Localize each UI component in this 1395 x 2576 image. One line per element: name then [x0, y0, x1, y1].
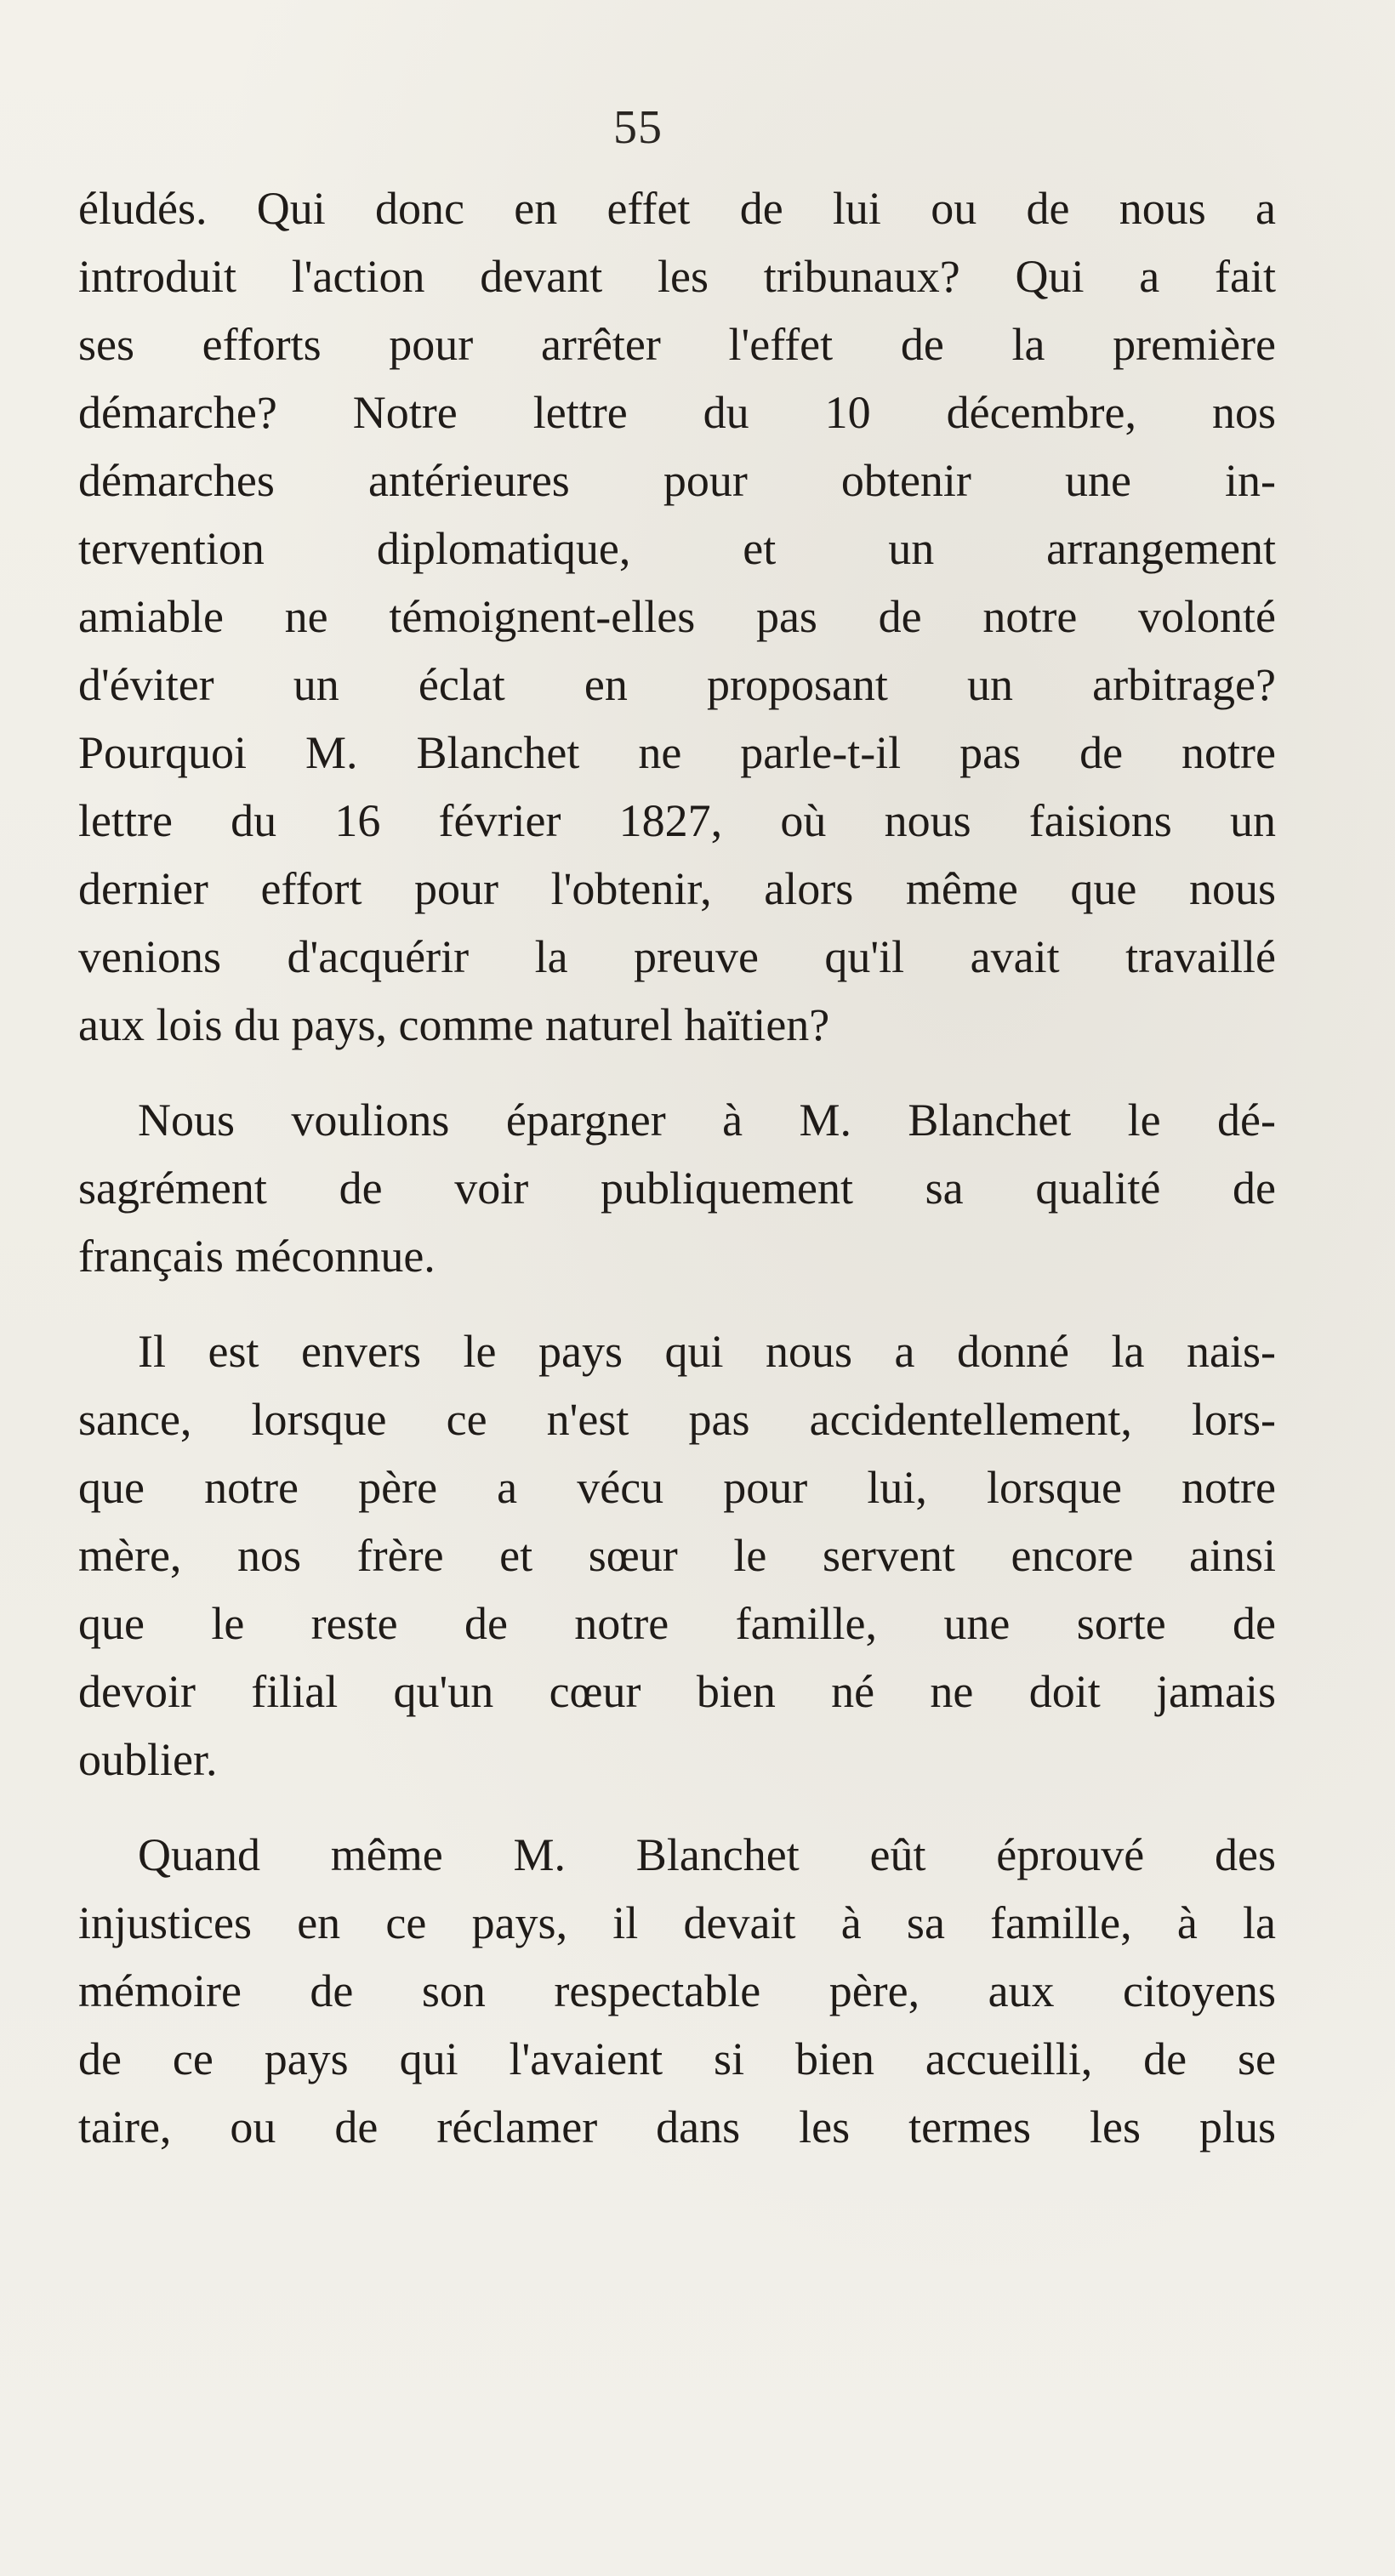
text-line: aux lois du pays, comme naturel haïtien?	[78, 999, 830, 1050]
text-line: Pourquoi M. Blanchet ne parle-t-il pas de notre	[78, 727, 1276, 778]
text-line: dernier effort pour l'obtenir, alors même que nous	[78, 863, 1276, 914]
text-line: français méconnue.	[78, 1231, 436, 1282]
text-line: mémoire de son respectable père, aux citoyens	[78, 1965, 1276, 2016]
text-line: d'éviter un éclat en proposant un arbitrage?	[78, 659, 1276, 710]
text-line: devoir filial qu'un cœur bien né ne doit jamais	[78, 1666, 1276, 1717]
paragraph-2	[78, 1086, 1276, 1290]
text-line: sagrément de voir publiquement sa qualité de	[78, 1163, 1276, 1214]
text-line: éludés. Qui donc en effet de lui ou de nous a	[78, 183, 1276, 234]
text-line: Il est envers le pays qui nous a donné la nais-	[138, 1326, 1276, 1377]
text-line: mère, nos frère et sœur le servent encore ainsi	[78, 1530, 1276, 1581]
body-text	[78, 174, 1276, 2188]
text-line: démarche? Notre lettre du 10 décembre, nos	[78, 387, 1276, 438]
text-line: que le reste de notre famille, une sorte de	[78, 1598, 1276, 1649]
text-line: amiable ne témoignent-elles pas de notre volonté	[78, 591, 1276, 642]
paragraph-4	[78, 1821, 1276, 2161]
text-line: de ce pays qui l'avaient si bien accueilli, de se	[78, 2033, 1276, 2084]
text-line: injustices en ce pays, il devait à sa famille, à la	[78, 1897, 1276, 1948]
text-line: que notre père a vécu pour lui, lorsque notre	[78, 1462, 1276, 1513]
page-number: 55	[613, 101, 663, 154]
text-line: sance, lorsque ce n'est pas accidentellement, lors-	[78, 1394, 1276, 1445]
text-line: Quand même M. Blanchet eût éprouvé des	[138, 1829, 1276, 1880]
text-line: Nous voulions épargner à M. Blanchet le dé-	[138, 1095, 1276, 1146]
text-line: taire, ou de réclamer dans les termes les plus	[78, 2101, 1276, 2152]
text-line: ses efforts pour arrêter l'effet de la première	[78, 319, 1276, 370]
text-line: lettre du 16 février 1827, où nous faisions un	[78, 795, 1276, 846]
text-line: démarches antérieures pour obtenir une in-	[78, 455, 1276, 506]
paragraph-3	[78, 1317, 1276, 1794]
text-line: venions d'acquérir la preuve qu'il avait travaillé	[78, 931, 1276, 982]
text-line: tervention diplomatique, et un arrangement	[78, 523, 1276, 574]
paragraph-1	[78, 174, 1276, 1059]
text-line: oublier.	[78, 1734, 218, 1785]
text-line: introduit l'action devant les tribunaux? Qui a fait	[78, 251, 1276, 302]
